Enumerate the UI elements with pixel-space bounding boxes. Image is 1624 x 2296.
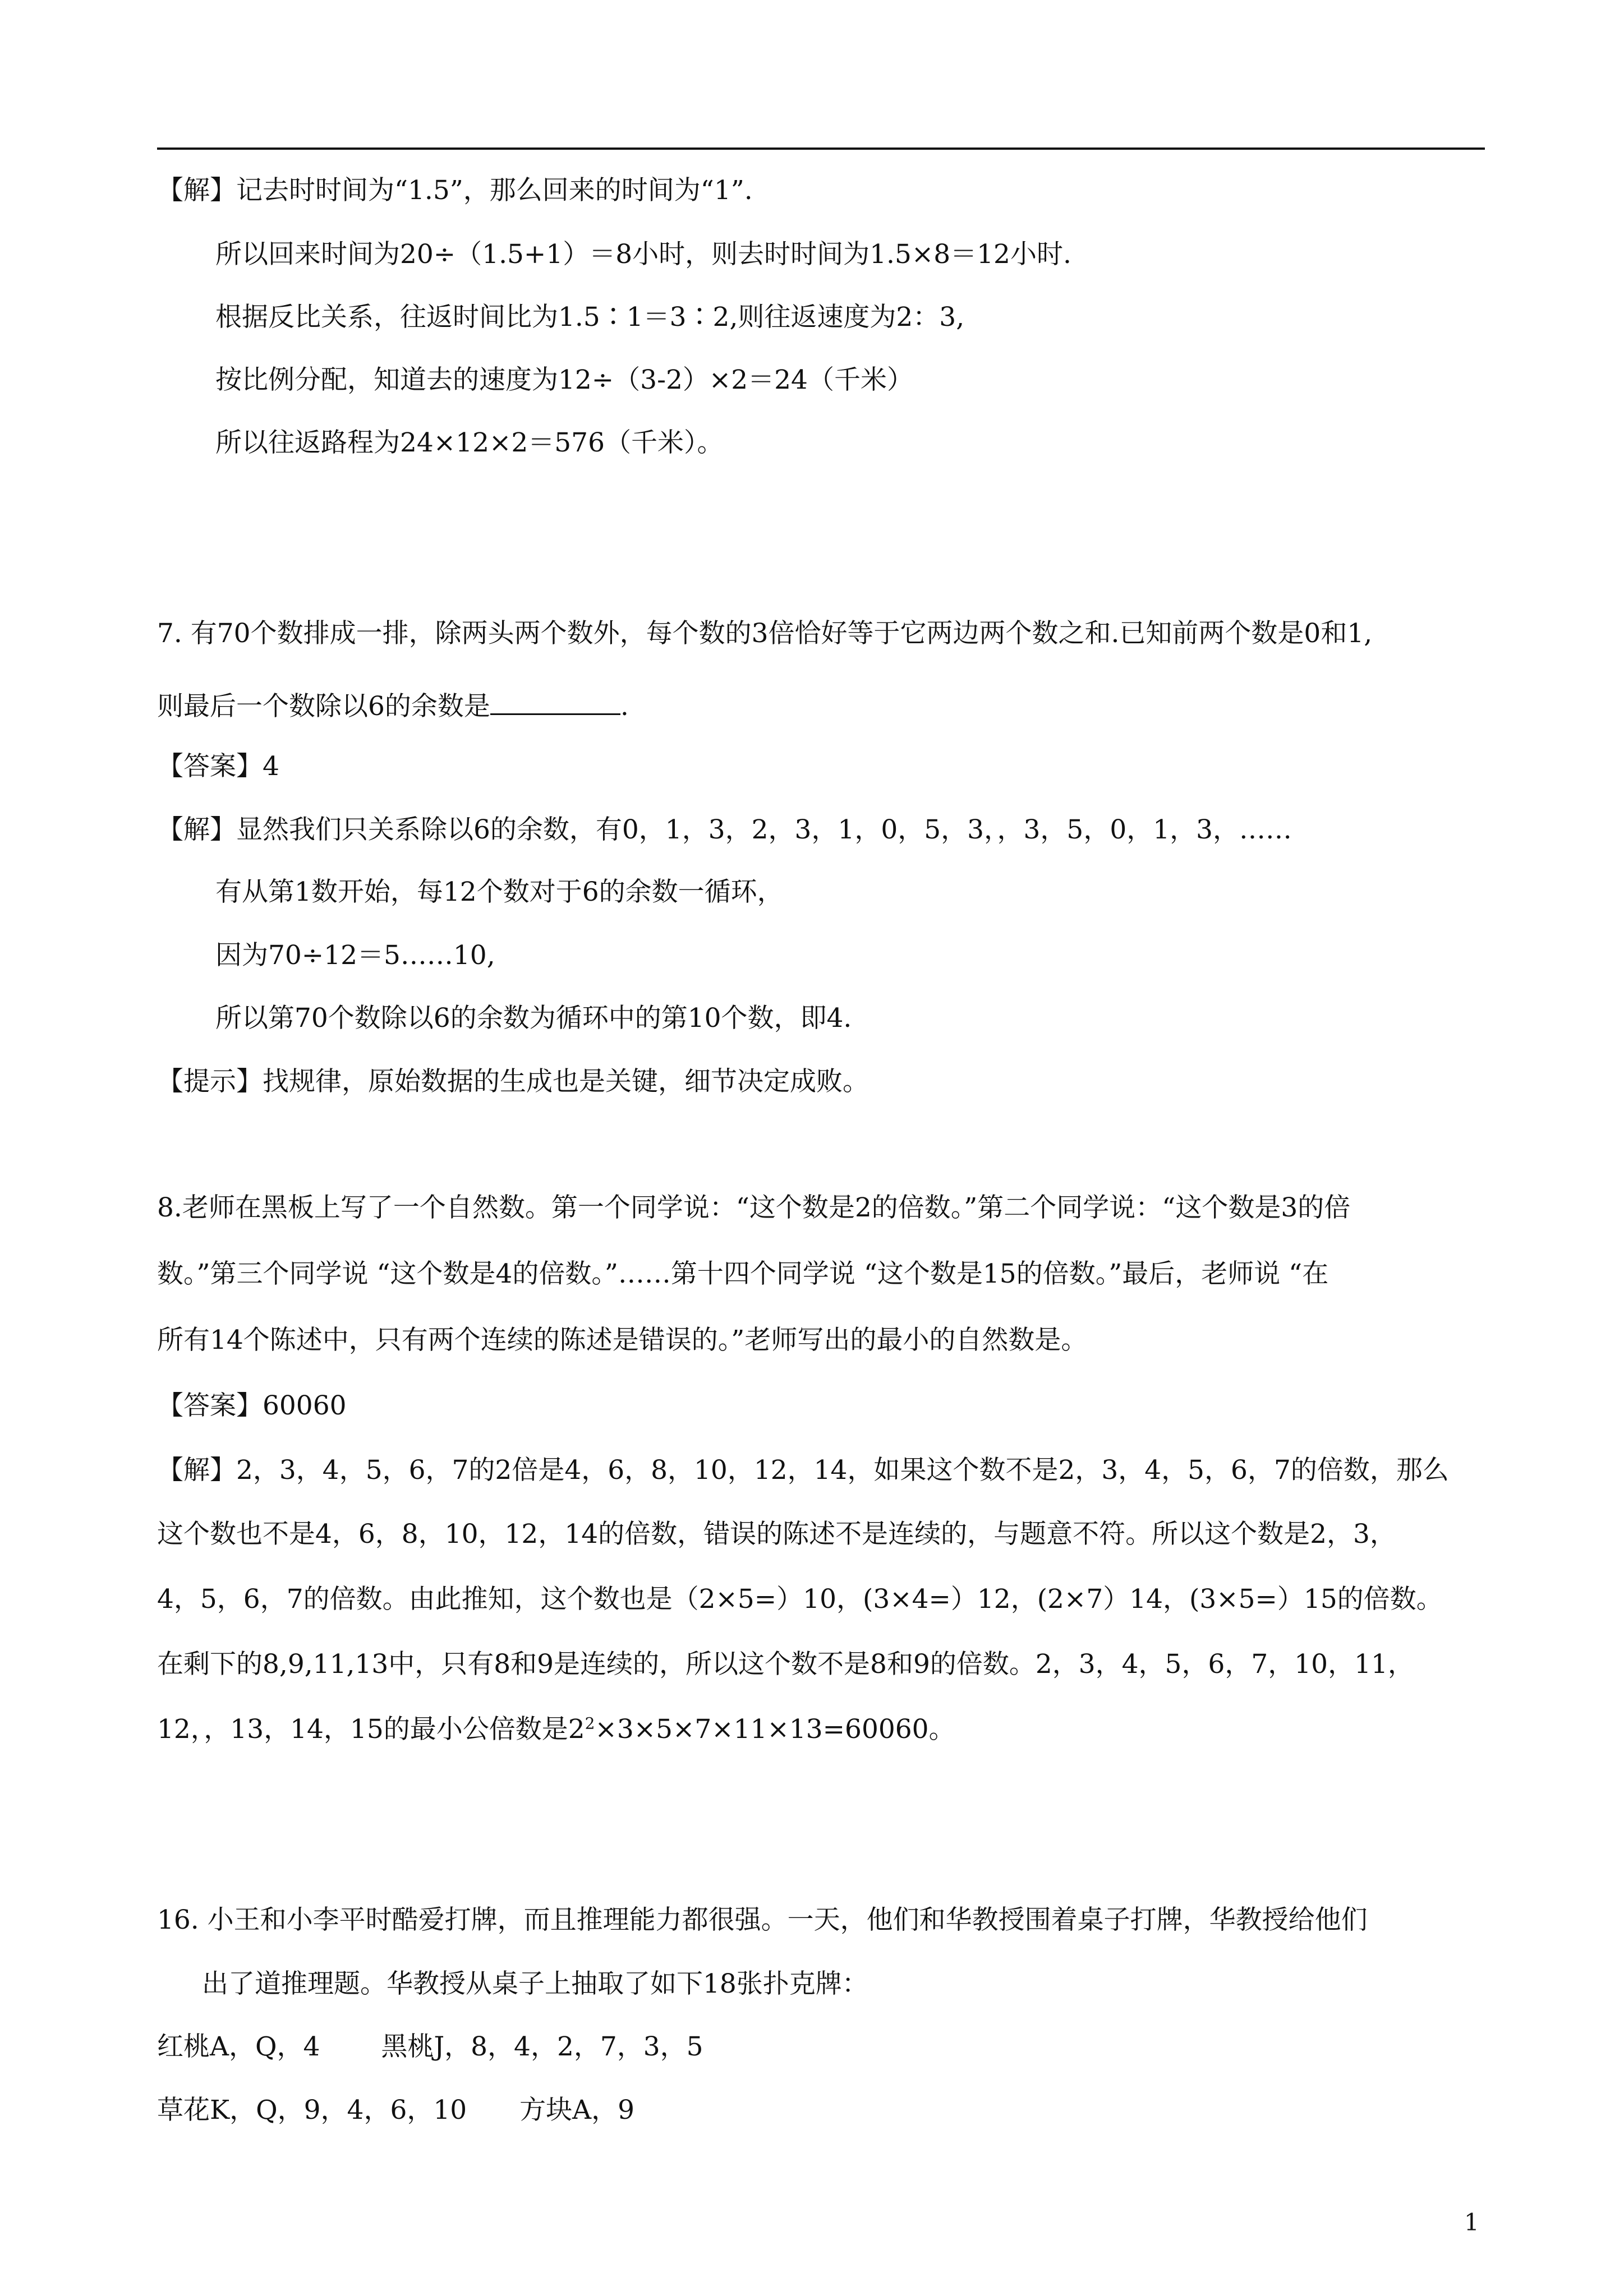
q8-question-line-3: 所有14个陈述中，只有两个连续的陈述是错误的。”老师写出的最小的自然数是。 [157, 1325, 1088, 1356]
q7-solution-line-1: 【解】显然我们只关系除以6的余数，有0，1，3，2，3，1，0，5，3，，3，5，0，1，3，…… [157, 814, 1292, 845]
q16-question-line-1: 16. 小王和小李平时酷爱打牌，而且推理能力都很强。一天，他们和华教授围着桌子打牌，华教授给他们 [157, 1905, 1368, 1935]
page-number: 1 [1464, 2209, 1479, 2236]
q7-solution-line-3: 因为70÷12＝5……10, [215, 940, 495, 971]
q8-solution-line-1: 【解】2，3，4，5，6，7的2倍是4，6，8，10，12，14，如果这个数不是2，3，4，5，6，7的倍数，那么 [157, 1455, 1449, 1486]
q7-question-text: 则最后一个数除以6的余数是 [157, 691, 490, 722]
prev-solution-line-2: 所以回来时间为20÷（1.5+1）＝8小时，则去时时间为1.5×8＝12小时. [215, 239, 1071, 270]
prev-solution-line-4: 按比例分配，知道去的速度为12÷（3-2）×2＝24（千米） [215, 365, 913, 395]
q8-solution-line-4: 在剩下的8,9,11,13中，只有8和9是连续的，所以这个数不是8和9的倍数。2，3，4，5，6，7，10，11， [157, 1649, 1414, 1680]
q8-lcm-result: ×3×5×7×11×13=60060。 [595, 1714, 955, 1745]
q8-exponent: 2 [585, 1714, 595, 1733]
q7-question-end: . [620, 691, 629, 722]
q7-answer: 【答案】4 [157, 751, 279, 782]
header-rule [157, 147, 1485, 150]
q8-answer: 【答案】60060 [157, 1390, 347, 1421]
q7-question-line-2 [157, 688, 629, 723]
q8-question-line-1: 8.老师在黑板上写了一个自然数。第一个同学说：“这个数是2的倍数。”第二个同学说：“这个数是3的倍 [157, 1192, 1351, 1223]
answer-blank [490, 688, 620, 715]
q8-question-line-2: 数。”第三个同学说 “这个数是4的倍数。”……第十四个同学说 “这个数是15的倍数。”最后，老师说 “在 [157, 1258, 1329, 1289]
q16-question-line-2: 出了道推理题。华教授从桌子上抽取了如下18张扑克牌： [202, 1968, 868, 1999]
q7-question-line-1: 7. 有70个数排成一排，除两头两个数外，每个数的3倍恰好等于它两边两个数之和.已知前两个数是0和1, [157, 618, 1373, 649]
q8-lcm-text: 12，，13，14，15的最小公倍数是2 [157, 1714, 585, 1745]
q16-cards-line-2: 草花K，Q，9，4，6，10 方块A，9 [157, 2095, 635, 2126]
prev-solution-line-3: 根据反比关系，往返时间比为1.5∶1＝3∶2,则往返速度为2：3, [215, 302, 965, 333]
q7-solution-line-2: 有从第1数开始，每12个数对于6的余数一循环， [215, 877, 784, 907]
q7-hint: 【提示】找规律，原始数据的生成也是关键，细节决定成败。 [157, 1066, 869, 1097]
q16-cards-line-1: 红桃A，Q，4 黑桃J，8，4，2，7，3，5 [157, 2031, 703, 2062]
q8-solution-line-3: 4，5，6，7的倍数。由此推知，这个数也是（2×5=）10，(3×4=）12，(2×7）14，(3×5=）15的倍数。 [157, 1584, 1443, 1615]
prev-solution-line-1: 【解】记去时时间为“1.5”，那么回来的时间为“1”. [157, 175, 753, 206]
q8-solution-line-5 [157, 1713, 955, 1746]
q8-solution-line-2: 这个数也不是4，6，8，10，12，14的倍数，错误的陈述不是连续的，与题意不符。所以这个数是2，3， [157, 1519, 1396, 1550]
prev-solution-line-5: 所以往返路程为24×12×2＝576（千米）。 [215, 427, 724, 458]
q7-solution-line-4: 所以第70个数除以6的余数为循环中的第10个数，即4. [215, 1003, 852, 1034]
